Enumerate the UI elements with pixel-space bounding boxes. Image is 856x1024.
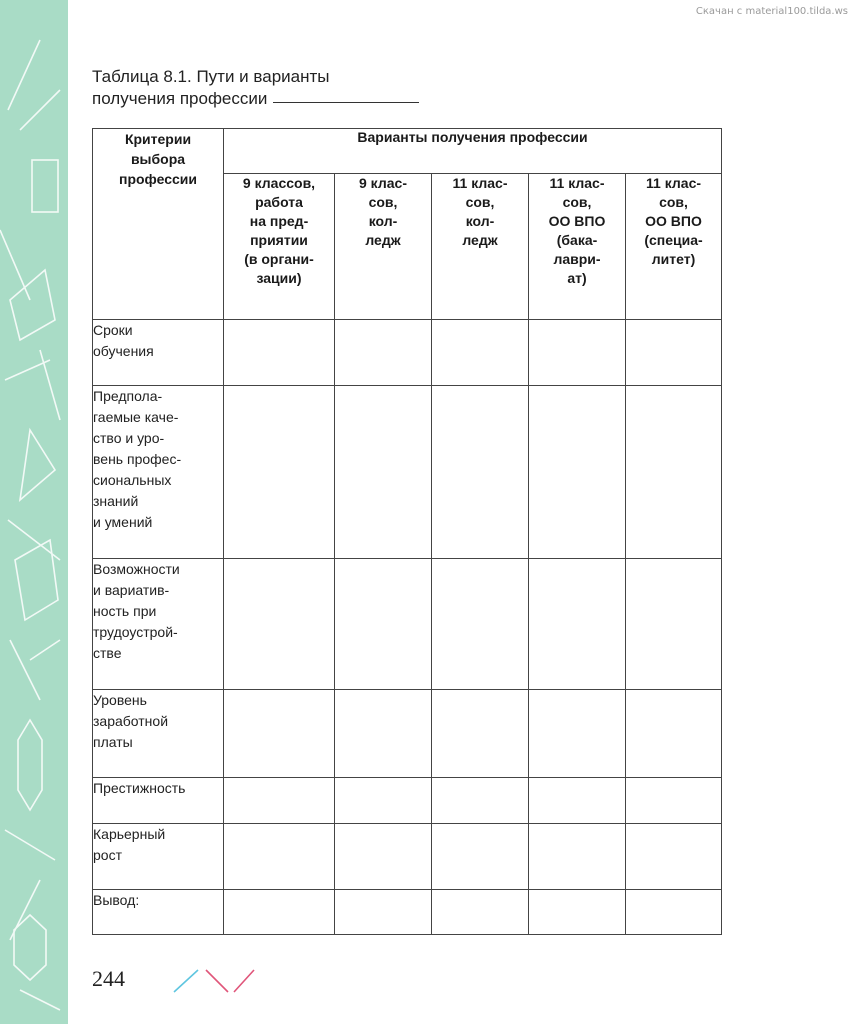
variant-header-3: 11 клас- сов, кол- ледж	[432, 174, 529, 320]
answer-cell[interactable]	[626, 386, 722, 559]
answer-cell[interactable]	[529, 890, 626, 935]
answer-cell[interactable]	[224, 386, 335, 559]
answer-cell[interactable]	[224, 824, 335, 890]
decorative-side-strip	[0, 0, 68, 1024]
answer-cell[interactable]	[335, 890, 432, 935]
answer-cell[interactable]	[432, 890, 529, 935]
title-line-1: Таблица 8.1. Пути и варианты	[92, 67, 330, 86]
answer-cell[interactable]	[626, 690, 722, 778]
table-title	[92, 66, 419, 110]
table-row	[93, 690, 722, 778]
criterion-label: Уровень заработной платы	[93, 690, 224, 778]
table-row	[93, 386, 722, 559]
table-row	[93, 890, 722, 935]
answer-cell[interactable]	[529, 690, 626, 778]
answer-cell[interactable]	[432, 690, 529, 778]
answer-cell[interactable]	[224, 778, 335, 824]
answer-cell[interactable]	[432, 320, 529, 386]
variant-header-2: 9 клас- сов, кол- ледж	[335, 174, 432, 320]
page-number: 244	[92, 966, 125, 991]
answer-cell[interactable]	[335, 386, 432, 559]
criterion-label: Престижность	[93, 778, 224, 824]
answer-cell[interactable]	[224, 890, 335, 935]
answer-cell[interactable]	[626, 320, 722, 386]
download-watermark: Скачан с material100.tilda.ws	[695, 6, 848, 17]
answer-cell[interactable]	[529, 320, 626, 386]
answer-cell[interactable]	[335, 778, 432, 824]
answer-cell[interactable]	[335, 690, 432, 778]
table-row	[93, 778, 722, 824]
answer-cell[interactable]	[335, 559, 432, 690]
fill-in-blank-line[interactable]	[273, 101, 419, 103]
criterion-label: Предпола- гаемые каче- ство и уро- вень профес- сиональных знаний и умений	[93, 386, 224, 559]
table-row	[93, 320, 722, 386]
criterion-label: Возможности и вариатив- ность при трудоустрой- стве	[93, 559, 224, 690]
variant-header-1: 9 классов, работа на пред- приятии (в органи- зации)	[224, 174, 335, 320]
answer-cell[interactable]	[432, 559, 529, 690]
criterion-label: Карьерный рост	[93, 824, 224, 890]
decorative-slashes-icon	[172, 966, 262, 996]
answer-cell[interactable]	[529, 824, 626, 890]
answer-cell[interactable]	[335, 824, 432, 890]
header-row-1	[93, 129, 722, 174]
answer-cell[interactable]	[626, 890, 722, 935]
answer-cell[interactable]	[224, 320, 335, 386]
answer-cell[interactable]	[224, 559, 335, 690]
criterion-label: Сроки обучения	[93, 320, 224, 386]
variant-header-5: 11 клас- сов, ОО ВПО (специа- литет)	[626, 174, 722, 320]
answer-cell[interactable]	[529, 386, 626, 559]
title-line-2-text: получения профессии	[92, 89, 268, 108]
answer-cell[interactable]	[626, 824, 722, 890]
answer-cell[interactable]	[626, 559, 722, 690]
answer-cell[interactable]	[432, 824, 529, 890]
geometric-pattern	[0, 0, 68, 1024]
table-row	[93, 559, 722, 690]
table-body	[93, 320, 722, 935]
answer-cell[interactable]	[335, 320, 432, 386]
answer-cell[interactable]	[432, 386, 529, 559]
answer-cell[interactable]	[529, 778, 626, 824]
table-row	[93, 824, 722, 890]
criteria-header: Критерии выбора профессии	[93, 129, 224, 320]
variants-header: Варианты получения профессии	[224, 129, 722, 174]
answer-cell[interactable]	[224, 690, 335, 778]
title-line-2	[92, 88, 419, 110]
answer-cell[interactable]	[626, 778, 722, 824]
variant-header-4: 11 клас- сов, ОО ВПО (бака- лаври- ат)	[529, 174, 626, 320]
answer-cell[interactable]	[432, 778, 529, 824]
criterion-label: Вывод:	[93, 890, 224, 935]
answer-cell[interactable]	[529, 559, 626, 690]
profession-paths-table	[92, 128, 722, 935]
